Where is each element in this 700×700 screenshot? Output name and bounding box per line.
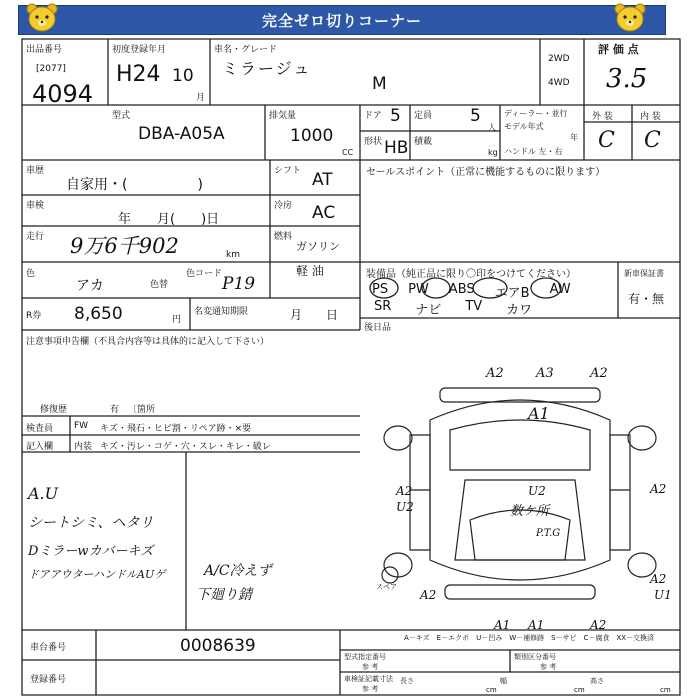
mileage: 9万6千902 <box>70 234 179 258</box>
inspection-label: 車検 <box>26 201 45 211</box>
repair-history-value: 有 <box>110 405 120 415</box>
sales-point-label: セールスポイント（正常に機能するものに限ります） <box>366 167 606 178</box>
equip-tv: TV <box>465 299 483 314</box>
car-name-label: 車名・グレード <box>214 45 278 55</box>
cc-unit: CC <box>342 148 354 157</box>
recycle-fee: 8,650 <box>74 304 123 324</box>
warranty-value: 有・無 <box>628 292 665 306</box>
fw-label: FW <box>74 421 89 431</box>
mark-bottom-a2: A2 <box>590 618 607 632</box>
score-value: 3.5 <box>606 64 648 94</box>
person-unit: 人 <box>488 123 496 132</box>
equip-aw: AW <box>549 282 571 297</box>
name-change-label: 名変通知期限 <box>194 307 249 317</box>
mark-rear-right-u1: U1 <box>654 588 672 602</box>
interior-grade: C <box>644 128 661 153</box>
displacement-label: 排気量 <box>269 111 297 121</box>
ac-note-2: 下廻り錆 <box>196 587 252 603</box>
mark-bonnet: A1 <box>528 404 550 423</box>
shift: AT <box>312 170 333 190</box>
cm-unit-1: cm <box>486 686 497 694</box>
shift-label: シフト <box>274 166 302 176</box>
ref-label: 参 考 <box>362 663 379 671</box>
mark-top-a2: A2 <box>486 366 504 381</box>
interior-label: 内 装 <box>640 112 661 122</box>
mark-rear-left: A2 <box>420 588 437 602</box>
registration-label: 登録番号 <box>30 675 67 685</box>
inspection: 年 月( )日 <box>118 212 220 227</box>
color-code: P19 <box>222 274 256 294</box>
chassis-label: 車台番号 <box>30 643 67 653</box>
lot-number-label: 出品番号 <box>26 45 63 55</box>
note-line-4: ドアアウターハンドルAUゲ <box>28 568 166 581</box>
color-label: 色 <box>26 269 36 279</box>
load-label: 積載 <box>414 137 433 147</box>
doors-label: ドア <box>364 111 382 121</box>
height-label: 高さ <box>590 677 604 685</box>
history: 自家用・( ) <box>66 177 203 193</box>
interior-note-label: 内装 <box>74 442 93 452</box>
note-line-2: シートシミ、ヘタリ <box>28 515 154 531</box>
doors: 5 <box>390 106 401 126</box>
score-label: 評 価 点 <box>598 43 639 56</box>
equip-sr: SR <box>374 299 392 314</box>
width-label: 幅 <box>500 677 507 685</box>
mark-center-several: 数ケ所 <box>510 504 550 519</box>
equip-ps: PS <box>372 282 389 297</box>
month-unit: 月 <box>196 93 206 103</box>
attention-label: 注意事項申告欄（不具合内容等は具体的に記入して下さい） <box>26 337 270 347</box>
first-registration-era: H24 <box>116 62 161 87</box>
car-name: ミラージュ <box>222 59 312 78</box>
recycle-fee-label: R券 <box>26 311 42 321</box>
header-title: 完全ゼロ切りコーナー <box>261 12 422 30</box>
cm-unit-2: cm <box>574 686 585 694</box>
seats-label: 定員 <box>414 111 433 121</box>
displacement: 1000 <box>290 126 334 146</box>
first-registration-label: 初度登録年月 <box>112 45 167 55</box>
entry-label: 記入欄 <box>26 442 54 452</box>
drive-2wd: 2WD <box>548 54 570 64</box>
warranty-label: 新車保証書 <box>624 269 664 278</box>
mark-bottom-a1-2: A1 <box>528 618 545 632</box>
mark-left-u2: U2 <box>396 500 414 514</box>
name-change: 月 日 <box>290 308 339 322</box>
mark-pitting: P.T.G <box>536 528 561 539</box>
model-code-label: 型式 <box>112 111 131 121</box>
type-cert-label: 型式指定番号 <box>344 653 386 661</box>
interior-items: キズ・汚レ・コゲ・穴・スレ・キレ・破レ <box>100 442 271 452</box>
mark-left-a2: A2 <box>396 484 413 498</box>
dims-label: 車検証記載寸法 <box>344 675 393 683</box>
equip-pw: PW <box>408 282 429 297</box>
mark-top-a2-right: A2 <box>590 366 608 381</box>
ref-label-2: 参 考 <box>540 663 557 671</box>
spare-label: スペア <box>376 583 397 591</box>
mark-right-a2: A2 <box>650 482 667 496</box>
year-unit: 年 <box>570 133 578 142</box>
exterior-label: 外 装 <box>592 112 613 122</box>
class-label: 類別区分番号 <box>514 653 556 661</box>
km-unit: km <box>226 250 240 260</box>
equipment-circles <box>360 262 618 318</box>
length-label: 長さ <box>400 677 414 685</box>
note-line-1: A.U <box>28 484 59 503</box>
equipment-label: 装備品（純正品に限り〇印をつけてください） <box>366 269 576 280</box>
mark-center-u2: U2 <box>528 484 546 498</box>
car-diagram <box>370 360 670 620</box>
ac-label: 冷房 <box>274 201 293 211</box>
lot-sub-number: [2077] <box>36 64 66 74</box>
note-line-3: Dミラーwカバーキズ <box>28 544 154 559</box>
equip-airbag: エアB <box>494 286 530 301</box>
ac-note: A/C冷えず <box>204 563 272 579</box>
fuel-label: 燃料 <box>274 232 293 242</box>
color-code-label: 色コード <box>186 269 223 279</box>
inspector-label: 検査員 <box>26 424 54 434</box>
ac: AC <box>312 203 336 223</box>
mark-bottom-a1: A1 <box>494 618 511 632</box>
history-label: 車歴 <box>26 166 45 176</box>
lot-number: 4094 <box>32 80 94 108</box>
fw-items: キズ・飛石・ヒビ割・リペア跡・×要 <box>100 424 252 434</box>
kg-unit: kg <box>488 148 498 157</box>
fuel-gasoline: ガソリン <box>296 240 340 253</box>
drive-4wd: 4WD <box>548 78 570 88</box>
exterior-grade: C <box>598 128 615 153</box>
model-code: DBA-A05A <box>138 124 225 144</box>
seats: 5 <box>470 106 481 126</box>
mark-top-a3: A3 <box>536 366 554 381</box>
equip-navi: ナビ <box>415 303 442 318</box>
shape: HB <box>384 138 409 158</box>
yen-unit: 円 <box>172 315 182 325</box>
equip-abs: ABS <box>448 282 475 297</box>
ref-label-3: 参 考 <box>362 685 379 693</box>
fuel-diesel: 軽 油 <box>296 264 324 278</box>
mark-rear-right-a2: A2 <box>650 572 667 586</box>
damage-legend: A－キズ E－エクボ U－凹み W－補修跡 S－サビ C－腐食 XX－交換済 <box>404 634 655 642</box>
handle-label: ハンドル 左・右 <box>504 147 563 156</box>
equip-leather: カワ <box>506 303 533 318</box>
model-year-label: モデル年式 <box>504 122 544 131</box>
chassis-number: 0008639 <box>180 636 256 656</box>
cm-unit-3: cm <box>660 686 671 694</box>
color-change-label: 色替 <box>150 280 169 290</box>
car-grade: M <box>372 74 387 94</box>
repair-history-label: 修復歴 <box>40 405 68 415</box>
repair-place: 〔箇所 <box>128 405 156 415</box>
dealer-label: ディーラー・並行 <box>504 109 568 118</box>
color: アカ <box>76 278 104 294</box>
shape-label: 形状 <box>364 137 383 147</box>
rear-items-label: 後日品 <box>364 323 392 333</box>
first-registration-month: 10 <box>172 66 194 86</box>
mileage-label: 走行 <box>26 232 45 242</box>
